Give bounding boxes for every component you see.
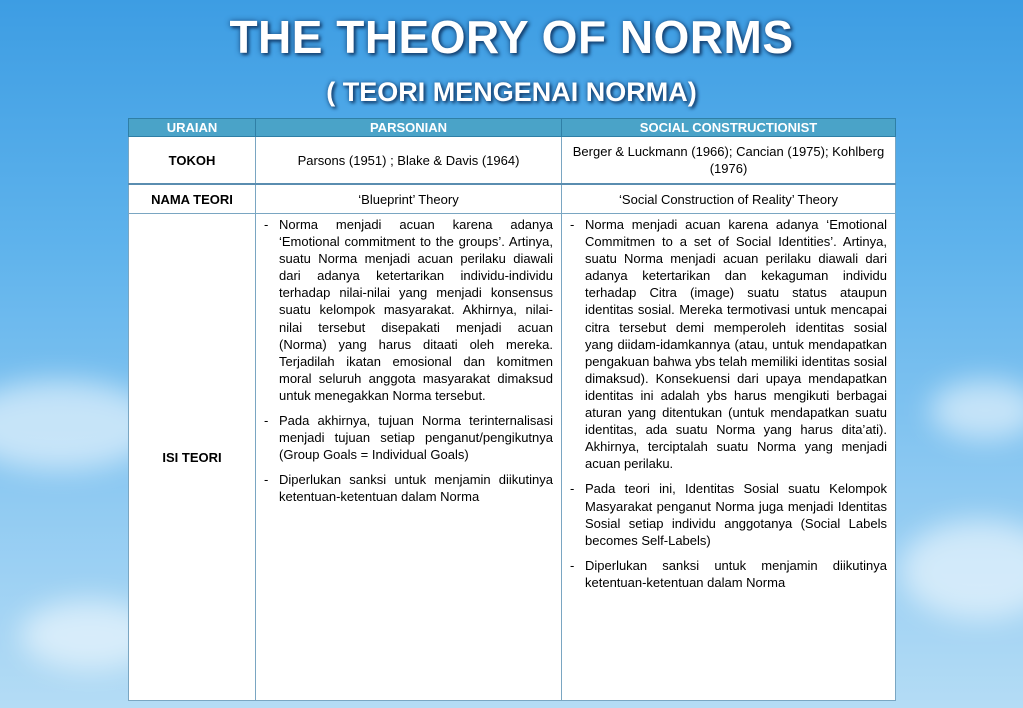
list-item: - Pada akhirnya, tujuan Norma terinternalisasi menjadi tujuan setiap penganut/pengikutnya (Group Goals = Individual Goals) xyxy=(264,412,553,463)
list-item: - Diperlukan sanksi untuk menjamin diikutinya ketentuan-ketentuan dalam Norma xyxy=(570,557,887,591)
header-parsonian: PARSONIAN xyxy=(256,119,562,137)
nama-teori-constructionist: ‘Social Construction of Reality’ Theory xyxy=(562,184,896,214)
header-social-constructionist: SOCIAL CONSTRUCTIONIST xyxy=(562,119,896,137)
list-item: - Norma menjadi acuan karena adanya ‘Emotional Commitmen to a set of Social Identities’. Artinya, suatu Norma menjadi acuan perilaku diawali dari adanya ketertarikan dan kekaguman individu terhadap Citra (image) suatu status ataupun identitas sosial. Mereka termotivasi untuk mencapai citra tersebut demi memperoleh identitas sosial yang diidam-idamkannya (atau, untuk mendapatkan pengakuan bahwa ybs telah memiliki identitas sosial dimaksud). Konsekuensi dari upaya mendapatkan identitas ini adalah ybs harus mengikuti berbagai aturan yang ditentukan (untuk mendapatkan suatu identitas, ada suatu Norma yang harus dita’ati). Akhirnya, terciptalah suatu Norma yang menjadi acuan perilaku. xyxy=(570,216,887,472)
table-header-row xyxy=(129,119,896,137)
table-row-isi-teori xyxy=(129,214,896,701)
constructionist-points-list xyxy=(562,214,895,591)
list-item: - Diperlukan sanksi untuk menjamin diikutinya ketentuan-ketentuan dalam Norma xyxy=(264,471,553,505)
tokoh-constructionist: Berger & Luckmann (1966); Cancian (1975); Kohlberg (1976) xyxy=(562,137,896,185)
table-row-nama-teori xyxy=(129,184,896,214)
tokoh-parsonian: Parsons (1951) ; Blake & Davis (1964) xyxy=(256,137,562,185)
row-label-tokoh: TOKOH xyxy=(129,137,256,185)
list-item: - Pada teori ini, Identitas Sosial suatu Kelompok Masyarakat penganut Norma juga menjadi Identitas Sosial setiap individu anggotanya (Social Labels becomes Self-Labels) xyxy=(570,480,887,548)
slide-subtitle: ( TEORI MENGENAI NORMA) xyxy=(326,77,697,107)
isi-teori-constructionist xyxy=(562,214,896,701)
cloud-decoration xyxy=(930,380,1023,440)
table-row-tokoh xyxy=(129,137,896,185)
nama-teori-parsonian: ‘Blueprint’ Theory xyxy=(256,184,562,214)
row-label-isi-teori: ISI TEORI xyxy=(129,214,256,701)
slide-title: THE THEORY OF NORMS xyxy=(229,11,794,63)
list-item: - Norma menjadi acuan karena adanya ‘Emotional commitment to the groups’. Artinya, suatu Norma menjadi acuan perilaku diawali dari adanya ketertarikan individu-individu terhadap nilai-nilai yang menjadi konsensus suatu kelompok masyarakat. Akhirnya, nilai-nilai tersebut disepakati menjadi acuan (Norma) yang harus ditaati oleh mereka. Terjadilah ikatan emosional dan komitmen moral seluruh anggota masyarakat dimaksud untuk menegakkan Norma tersebut. xyxy=(264,216,553,404)
norms-comparison-table xyxy=(128,118,896,701)
parsonian-points-list xyxy=(256,214,561,506)
cloud-decoration xyxy=(900,520,1023,620)
row-label-nama-teori: NAMA TEORI xyxy=(129,184,256,214)
isi-teori-parsonian xyxy=(256,214,562,701)
header-uraian: URAIAN xyxy=(129,119,256,137)
